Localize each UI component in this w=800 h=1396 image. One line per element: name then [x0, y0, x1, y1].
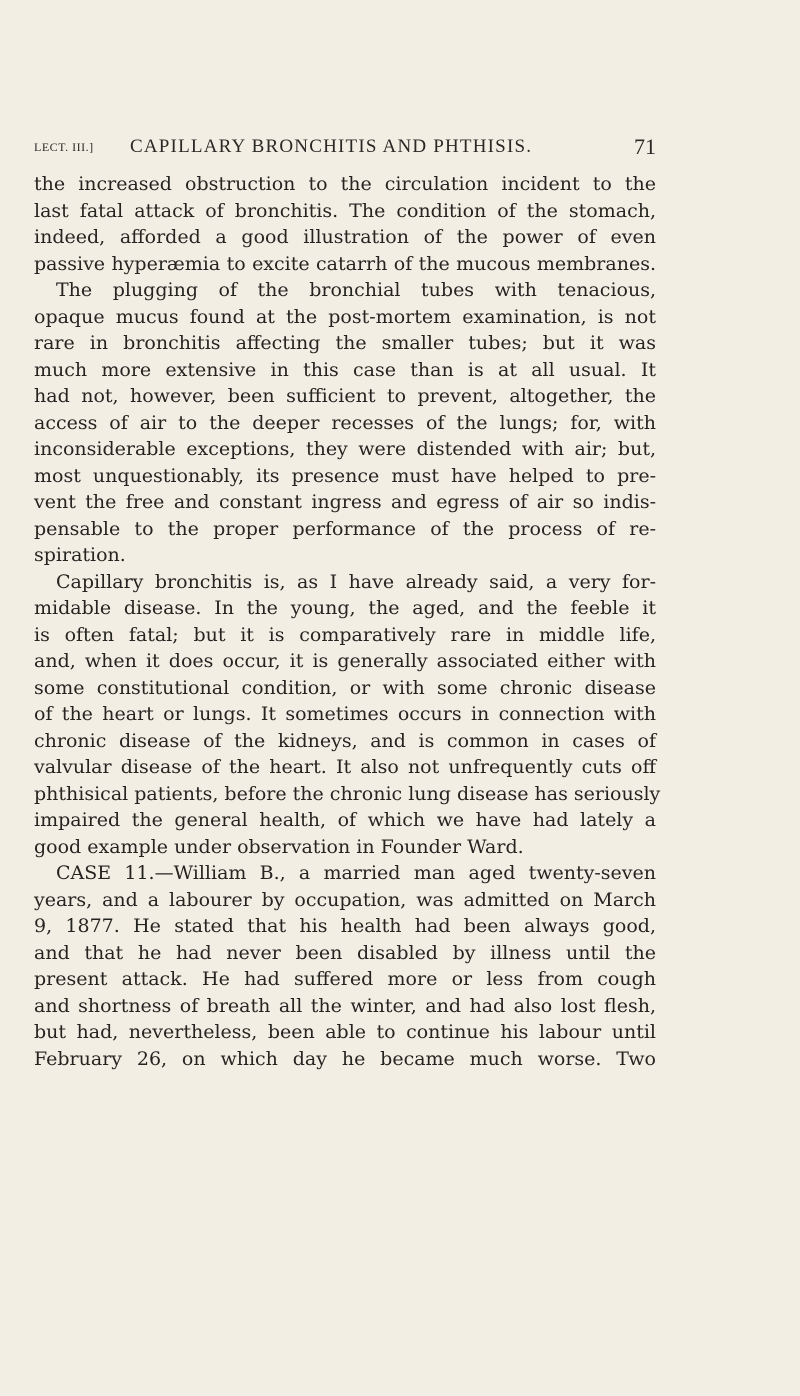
text-line: last fatal attack of bronchitis. The condition of the stomach,	[34, 199, 656, 222]
text-line: pensable to the proper performance of the process of re-	[34, 517, 656, 540]
text-line: Capillary bronchitis is, as I have already said, a very for-	[56, 570, 656, 593]
body-text	[34, 171, 661, 1072]
text-line: 9, 1877. He stated that his health had been always good,	[34, 915, 656, 937]
text-line: much more extensive in this case than is at all usual. It	[34, 358, 656, 381]
lecture-reference: LECT. III.]	[34, 140, 94, 154]
text-line: some constitutional condition, or with some chronic disease	[34, 676, 656, 699]
text-line: The plugging of the bronchial tubes with tenacious,	[56, 279, 656, 301]
text-line: inconsiderable exceptions, they were distended with air; but,	[34, 438, 656, 460]
text-line: but had, nevertheless, been able to continue his labour until	[34, 1021, 656, 1043]
text-line: chronic disease of the kidneys, and is common in cases of	[34, 729, 656, 752]
text-line: passive hyperæmia to excite catarrh of the mucous membranes.	[34, 252, 656, 275]
text-line: had not, however, been sufficient to prevent, altogether, the	[34, 385, 656, 407]
text-line: years, and a labourer by occupation, was admitted on March	[34, 888, 656, 911]
text-line: and that he had never been disabled by illness until the	[34, 941, 656, 964]
text-line: most unquestionably, its presence must have helped to pre-	[34, 464, 656, 487]
chapter-title: CAPILLARY BRONCHITIS AND PHTHISIS.	[130, 136, 533, 157]
text-line: spiration.	[34, 544, 126, 566]
text-line: CASE 11.—William B., a married man aged twenty-seven	[56, 862, 656, 884]
text-line: the increased obstruction to the circulation incident to the	[34, 173, 656, 195]
text-line: impaired the general health, of which we have had lately a	[34, 809, 656, 831]
text-line: midable disease. In the young, the aged, and the feeble it	[34, 597, 656, 619]
text-line: February 26, on which day he became much worse. Two	[34, 1047, 656, 1070]
text-line: access of air to the deeper recesses of the lungs; for, with	[34, 411, 656, 434]
text-line: rare in bronchitis affecting the smaller tubes; but it was	[34, 332, 656, 354]
running-header	[34, 136, 656, 162]
text-line: phthisical patients, before the chronic lung disease has seriously	[34, 782, 661, 805]
text-line: present attack. He had suffered more or less from cough	[34, 968, 656, 990]
text-line: of the heart or lungs. It sometimes occurs in connection with	[34, 703, 656, 725]
text-line: valvular disease of the heart. It also not unfrequently cuts off	[34, 756, 656, 778]
text-line: indeed, afforded a good illustration of the power of even	[34, 226, 656, 248]
text-line: opaque mucus found at the post-mortem examination, is not	[34, 305, 656, 328]
text-line: is often fatal; but it is comparatively rare in middle life,	[34, 623, 656, 646]
text-line: good example under observation in Founder Ward.	[34, 835, 524, 858]
text-line: and shortness of breath all the winter, and had also lost flesh,	[34, 994, 656, 1017]
text-line: vent the free and constant ingress and egress of air so indis-	[34, 491, 656, 513]
text-line: and, when it does occur, it is generally associated either with	[34, 650, 656, 672]
page-number: 71	[634, 134, 656, 159]
